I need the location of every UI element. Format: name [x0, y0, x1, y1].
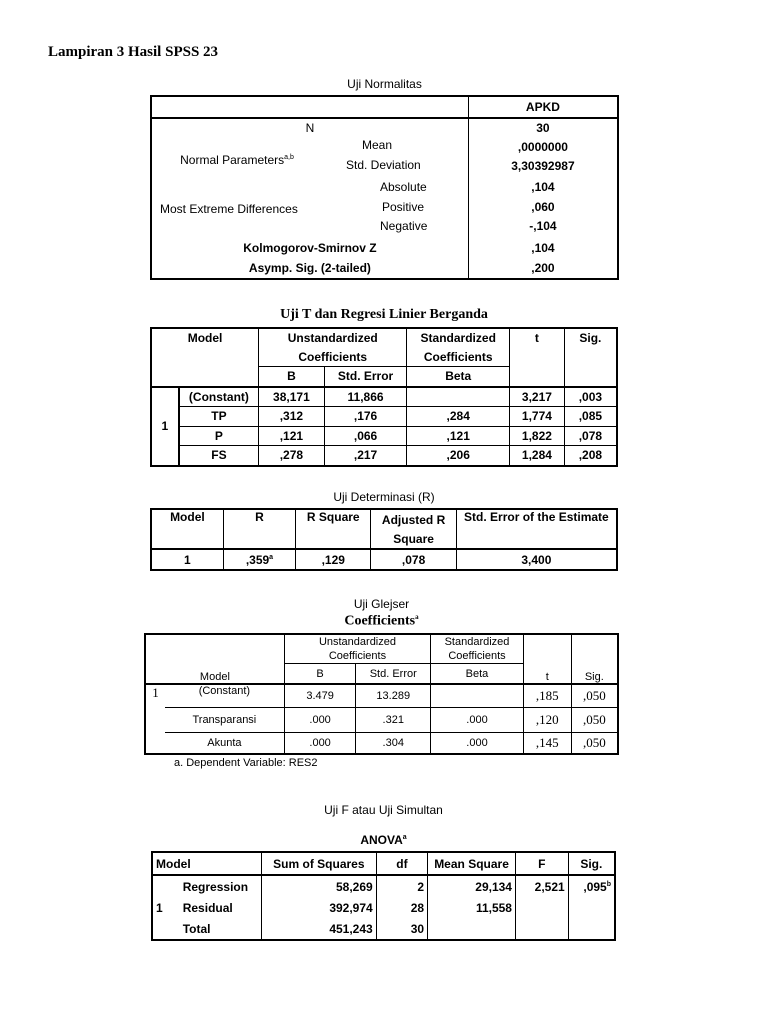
reg-model-header-blank [151, 348, 259, 367]
pos-value: ,060 [531, 199, 555, 214]
reg-row-b: ,278 [259, 446, 325, 466]
glej-std-header-2: Coefficients [431, 649, 524, 664]
det-see-header-blank [456, 529, 617, 549]
abs-value: ,104 [531, 180, 555, 194]
glej-row-b: .000 [284, 708, 356, 733]
reg-unstd-header-2: Coefficients [259, 348, 407, 367]
glej-row-sig: ,050 [571, 733, 618, 755]
anova-row-sig [568, 918, 615, 940]
anova-row-ss: 392,974 [262, 897, 377, 918]
anova-row-ss: 451,243 [262, 918, 377, 940]
reg-row-b: ,312 [259, 407, 325, 427]
glej-model-number: 1 [145, 684, 165, 754]
anova-title: ANOVA$^a$ [360, 833, 407, 847]
glejser-caption: Uji Glejser [353, 597, 410, 611]
ks-label: Kolmogorov-Smirnov Z [151, 239, 468, 259]
page-heading: Lampiran 3 Hasil SPSS 23 [48, 44, 219, 60]
reg-row-b: 38,171 [259, 387, 325, 407]
reg-row-sig: ,085 [564, 407, 617, 427]
table-row [145, 708, 618, 733]
anova-ms-header: Mean Square [428, 852, 516, 875]
glej-row-name: Transparansi [165, 708, 284, 733]
std-value: 3,30392987 [511, 159, 575, 173]
anova-caption: Uji F atau Uji Simultan [324, 803, 443, 817]
glej-row-beta [431, 684, 524, 708]
reg-beta-header: Beta [407, 367, 510, 387]
normality-corner [151, 96, 468, 118]
abs-label: Absolute [380, 180, 427, 194]
reg-std-header-1: Standardized [407, 328, 510, 348]
anova-table [151, 851, 616, 941]
anova-row-ms [428, 918, 516, 940]
table-row [151, 446, 617, 466]
anova-row-name: Regression [180, 875, 262, 897]
reg-row-beta: ,121 [407, 426, 510, 446]
anova-df-header: df [376, 852, 427, 875]
normality-table [150, 95, 619, 280]
glej-row-sig: ,050 [571, 708, 618, 733]
reg-sig-header-blank [564, 348, 617, 367]
det-model-header-blank [151, 529, 223, 549]
det-r-header-blank [223, 529, 295, 549]
reg-model-number: 1 [151, 387, 179, 466]
glej-row-beta: .000 [431, 733, 524, 755]
glej-row-name: Akunta [165, 733, 284, 755]
table-row [151, 549, 617, 570]
glej-row-se: .304 [356, 733, 431, 755]
det-rsq-value: ,129 [296, 549, 371, 570]
reg-t-header-blank [510, 348, 565, 367]
reg-row-t: 3,217 [510, 387, 565, 407]
anova-ss-header: Sum of Squares [262, 852, 377, 875]
det-model-header: Model [151, 509, 223, 529]
det-rsq-header-blank [296, 529, 371, 549]
anova-row-f: 2,521 [515, 875, 568, 897]
glej-unstd-header-2: Coefficients [284, 649, 430, 664]
glejser-title: Coefficients$^a$ [344, 613, 419, 629]
reg-row-name: FS [179, 446, 259, 466]
anova-row-f [515, 897, 568, 918]
determination-table [150, 508, 618, 571]
table-row [145, 733, 618, 755]
reg-model-header-blank-2 [151, 367, 259, 387]
ks-value: ,104 [531, 241, 555, 256]
anova-row-name: Total [180, 918, 262, 940]
det-model-value: 1 [151, 549, 223, 570]
mean-value: ,0000000 [517, 139, 568, 154]
glejser-footnote: a. Dependent Variable: RES2 [174, 757, 318, 769]
glej-row-beta: .000 [431, 708, 524, 733]
glej-sig-header: Sig. [571, 634, 618, 684]
anova-f-header: F [515, 852, 568, 875]
reg-row-name: TP [179, 407, 259, 427]
reg-row-t: 1,822 [510, 426, 565, 446]
reg-row-beta [407, 387, 510, 407]
table-row [152, 918, 615, 940]
det-adj-value: ,078 [371, 549, 456, 570]
anova-row-f [515, 918, 568, 940]
det-see-value: 3,400 [456, 549, 617, 570]
med-cell [151, 180, 468, 239]
reg-sig-header-blank-2 [564, 367, 617, 387]
glej-row-t: ,120 [523, 708, 571, 733]
reg-row-se: 11,866 [324, 387, 407, 407]
glej-row-sig: ,050 [571, 684, 618, 708]
glej-beta-header: Beta [431, 664, 524, 685]
det-r-header: R [223, 509, 295, 529]
reg-se-header: Std. Error [324, 367, 407, 387]
reg-row-sig: ,078 [564, 426, 617, 446]
determination-caption: Uji Determinasi (R) [333, 490, 435, 504]
n-value: 30 [536, 121, 550, 136]
n-label: N [151, 118, 468, 139]
anova-row-ms: 11,558 [428, 897, 516, 918]
anova-row-df: 30 [376, 918, 427, 940]
glej-se-header: Std. Error [356, 664, 431, 685]
table-row [151, 426, 617, 446]
pos-label: Positive [382, 199, 425, 214]
reg-std-header-2: Coefficients [407, 348, 510, 367]
table-row [151, 387, 617, 407]
neg-label: Negative [380, 219, 428, 233]
anova-row-df: 28 [376, 897, 427, 918]
reg-row-sig: ,003 [564, 387, 617, 407]
reg-row-name: P [179, 426, 259, 446]
normal-params-label: Normal Parameters$^{a,b}$ [180, 153, 294, 167]
glej-row-se: .321 [356, 708, 431, 733]
asymp-value: ,200 [531, 260, 555, 275]
anova-sig-header: Sig. [568, 852, 615, 875]
det-rsq-header: R Square [296, 509, 371, 529]
table-row [152, 897, 615, 918]
glej-model-header: Model [145, 634, 284, 684]
anova-row-df: 2 [376, 875, 427, 897]
normality-col-header: APKD [525, 99, 560, 114]
glej-row-t: ,145 [523, 733, 571, 755]
reg-row-b: ,121 [259, 426, 325, 446]
reg-row-beta: ,206 [407, 446, 510, 466]
reg-t-header-blank-2 [510, 367, 565, 387]
anova-row-sig: ,095$^b$ [568, 875, 615, 897]
glej-b-header: B [284, 664, 356, 685]
det-adj-header-1: Adjusted R [371, 509, 456, 529]
reg-row-se: ,176 [324, 407, 407, 427]
regression-caption: Uji T dan Regresi Linier Berganda [280, 307, 488, 322]
normal-params-cell [151, 138, 468, 180]
regression-table [150, 327, 618, 467]
anova-row-sig [568, 897, 615, 918]
det-r-value: ,359$^a$ [223, 549, 295, 570]
reg-row-se: ,217 [324, 446, 407, 466]
neg-value: -,104 [529, 219, 557, 233]
table-row [145, 684, 618, 708]
anova-row-ss: 58,269 [262, 875, 377, 897]
reg-row-beta: ,284 [407, 407, 510, 427]
anova-row-ms: 29,134 [428, 875, 516, 897]
glej-row-b: 3.479 [284, 684, 356, 708]
reg-row-name: (Constant) [179, 387, 259, 407]
table-row [152, 875, 615, 897]
mean-label: Mean [362, 138, 393, 152]
table-row [151, 407, 617, 427]
std-label: Std. Deviation [346, 157, 421, 172]
glej-row-b: .000 [284, 733, 356, 755]
asymp-label: Asymp. Sig. (2-tailed) [151, 258, 468, 279]
anova-model-number: 1 [152, 875, 180, 940]
reg-b-header: B [259, 367, 325, 387]
med-label: Most Extreme Differences [160, 202, 298, 216]
reg-model-header: Model [151, 328, 259, 348]
reg-row-t: 1,774 [510, 407, 565, 427]
reg-t-header: t [510, 328, 565, 348]
glej-std-header-1: Standardized [431, 634, 524, 649]
glej-row-t: ,185 [523, 684, 571, 708]
det-adj-header-2: Square [371, 529, 456, 549]
glej-unstd-header-1: Unstandardized [284, 634, 430, 649]
reg-row-t: 1,284 [510, 446, 565, 466]
reg-row-se: ,066 [324, 426, 407, 446]
normality-caption: Uji Normalitas [347, 77, 422, 91]
glej-row-se: 13.289 [356, 684, 431, 708]
reg-row-sig: ,208 [564, 446, 617, 466]
glej-t-header: t [523, 634, 571, 684]
glejser-table [144, 633, 619, 755]
det-see-header: Std. Error of the Estimate [456, 509, 617, 529]
anova-row-name: Residual [182, 900, 233, 915]
reg-unstd-header-1: Unstandardized [259, 328, 407, 348]
anova-model-header: Model [152, 852, 262, 875]
glej-row-name: (Constant) [165, 684, 284, 708]
reg-sig-header: Sig. [564, 328, 617, 348]
